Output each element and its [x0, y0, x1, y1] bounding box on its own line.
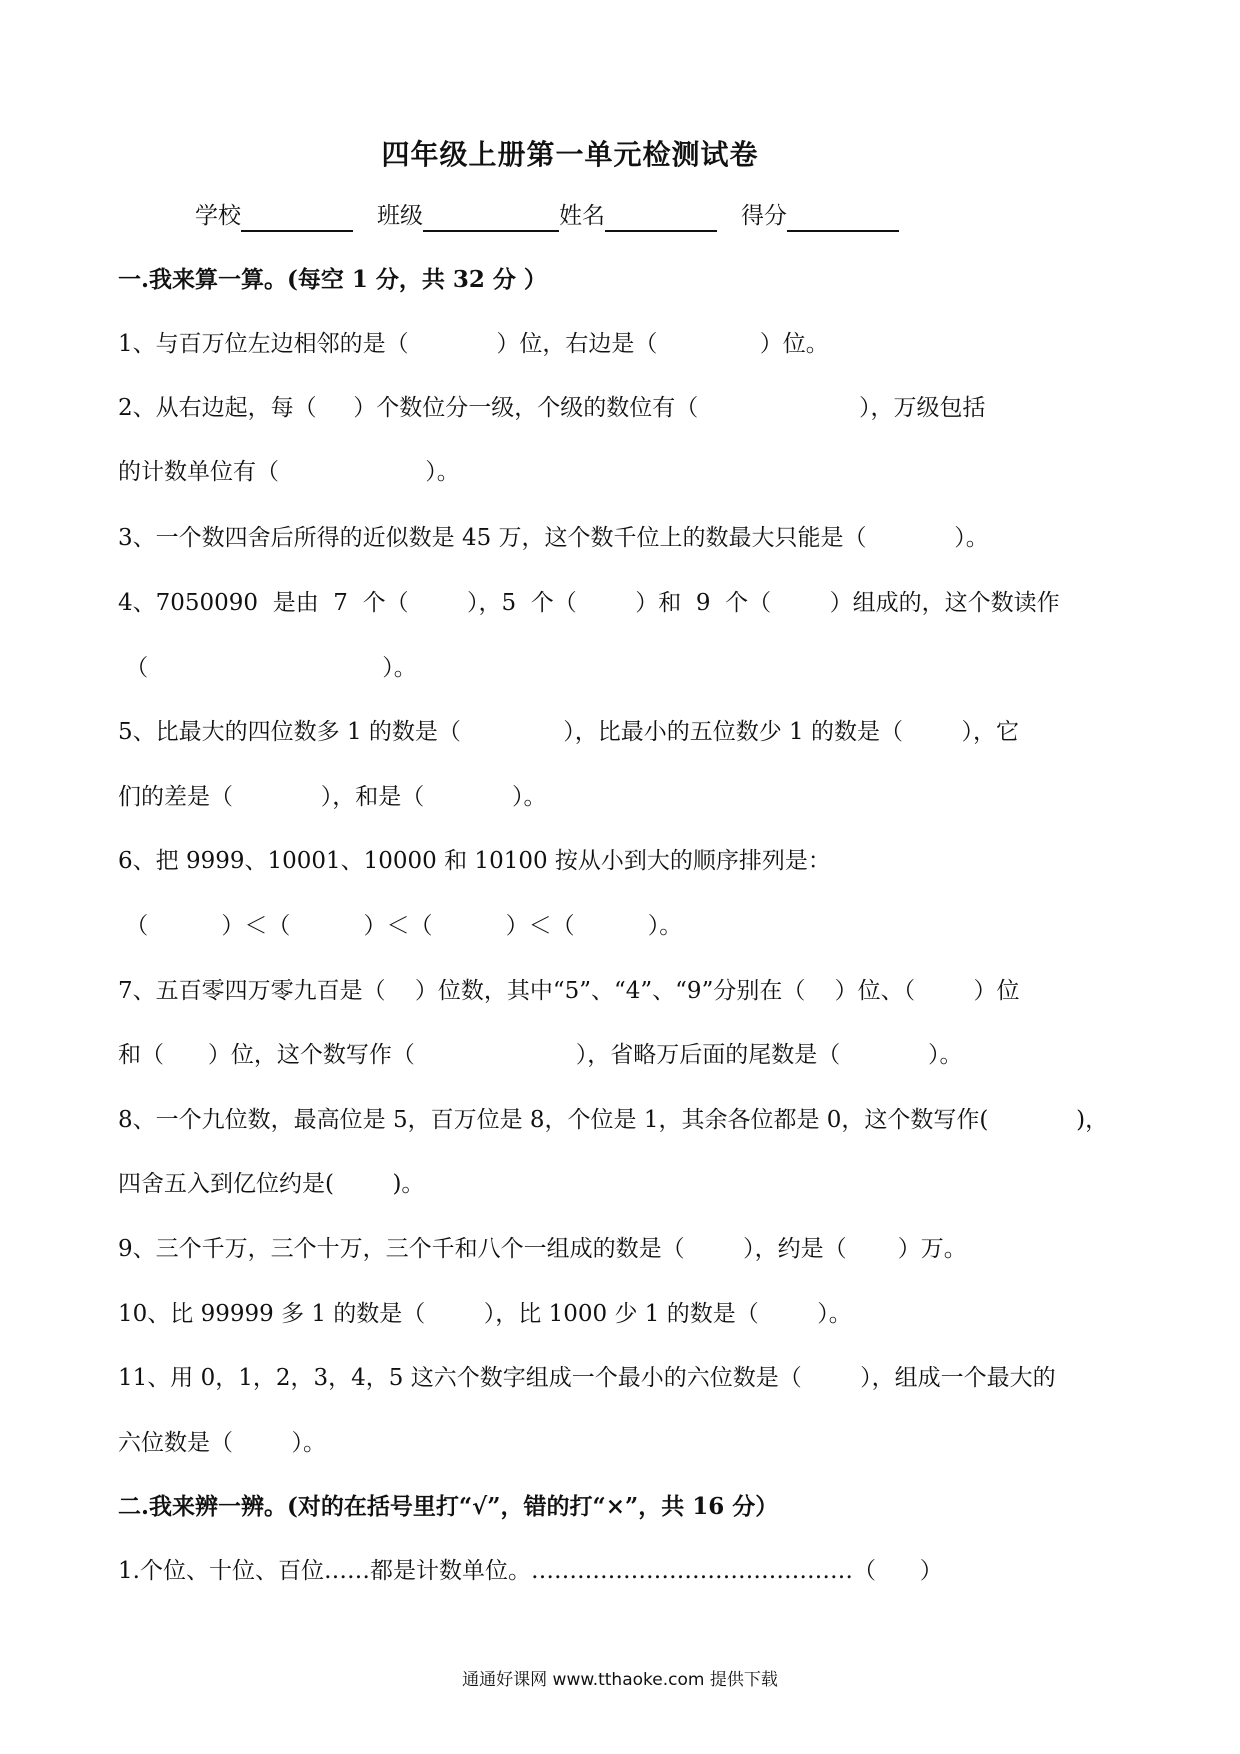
score-field[interactable] — [741, 200, 899, 232]
question-7-line-1: 7、五百零四万零九百是（ ）位数，其中“5”、“4”、“9”分别在（ ）位、（ ）位 — [118, 978, 1020, 1004]
question-7-line-2: 和（ ）位，这个数写作（ ），省略万后面的尾数是（ ）。 — [118, 1042, 963, 1068]
footer-credit: 通通好课网 www.tthaoke.com 提供下载 — [462, 1670, 778, 1690]
score-label: 得分 — [741, 203, 787, 229]
question-4-line-2: （ ）。 — [118, 655, 417, 681]
question-5-line-1: 5、比最大的四位数多 1 的数是（ ），比最小的五位数少 1 的数是（ ），它 — [118, 719, 1019, 745]
question-8-line-1: 8、一个九位数，最高位是 5，百万位是 8，个位是 1，其余各位都是 0，这个数写作( )， — [118, 1107, 1109, 1133]
question-5-line-2: 们的差是（ ），和是（ ）。 — [118, 784, 547, 810]
question-1: 1、与百万位左边相邻的是（ ）位，右边是（ ）位。 — [118, 331, 829, 357]
question-8-line-2: 四舍五入到亿位约是( )。 — [118, 1171, 425, 1197]
page-title: 四年级上册第一单元检测试卷 — [381, 138, 759, 171]
school-label: 学校 — [195, 203, 241, 229]
school-blank[interactable] — [241, 204, 353, 232]
question-11-line-2: 六位数是（ ）。 — [118, 1430, 326, 1456]
section1-heading: 一.我来算一算。(每空 1 分，共 32 分 ） — [118, 266, 547, 293]
score-blank[interactable] — [787, 204, 899, 232]
class-field[interactable] — [377, 200, 559, 232]
student-info-row — [195, 200, 899, 232]
question-11-line-1: 11、用 0，1，2，3，4，5 这六个数字组成一个最小的六位数是（ ），组成一个最大的 — [118, 1365, 1056, 1391]
question-2-line-1: 2、从右边起，每（ ）个数位分一级，个级的数位有（ ），万级包括 — [118, 395, 986, 421]
name-blank[interactable] — [605, 204, 717, 232]
judge-question-1: 1.个位、十位、百位……都是计数单位。……………………………………（ ） — [118, 1558, 943, 1584]
question-6-line-1: 6、把 9999、10001、10000 和 10100 按从小到大的顺序排列是： — [118, 848, 831, 874]
section2-heading: 二.我来辨一辨。(对的在括号里打“√”，错的打“×”，共 16 分） — [118, 1493, 779, 1520]
question-6-line-2: （ ）＜（ ）＜（ ）＜（ ）。 — [118, 913, 683, 939]
school-field[interactable] — [195, 200, 377, 232]
question-9: 9、三个千万，三个十万，三个千和八个一组成的数是（ ），约是（ ）万。 — [118, 1236, 967, 1262]
question-3: 3、一个数四舍后所得的近似数是 45 万，这个数千位上的数最大只能是（ ）。 — [118, 525, 989, 551]
name-label: 姓名 — [559, 203, 605, 229]
question-2-line-2: 的计数单位有（ ）。 — [118, 459, 460, 485]
class-blank[interactable] — [423, 204, 559, 232]
class-label: 班级 — [377, 203, 423, 229]
name-field[interactable] — [559, 200, 741, 232]
question-4-line-1: 4、7050090 是由 7 个（ ），5 个（ ）和 9 个（ ）组成的，这个数读作 — [118, 590, 1060, 616]
question-10: 10、比 99999 多 1 的数是（ ），比 1000 少 1 的数是（ ）。 — [118, 1301, 852, 1327]
